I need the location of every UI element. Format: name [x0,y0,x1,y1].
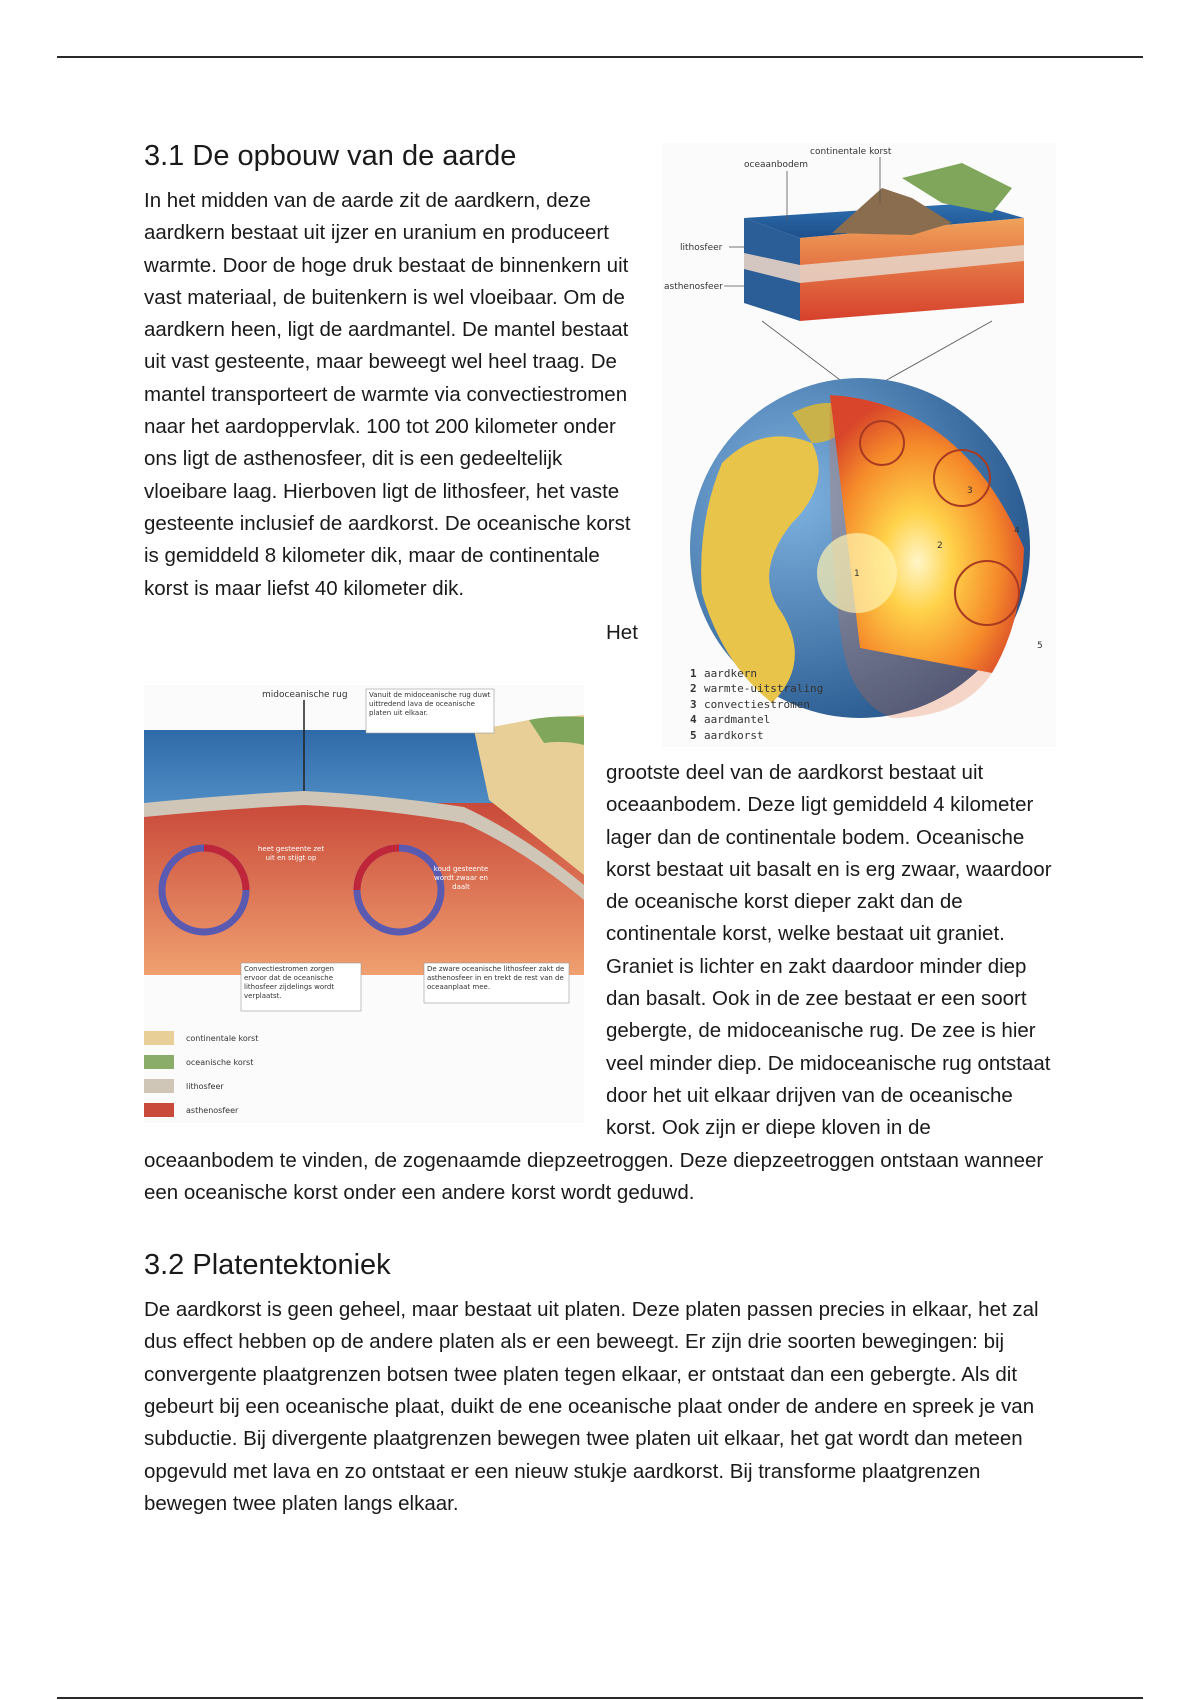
legend-swatch-row: oceanische korst [144,1051,258,1075]
label-cold-rock: koud gesteente wordt zwaar en daalt [433,864,489,891]
legend-item: 1 aardkern [690,666,757,680]
box-right-text: De zware oceanische lithosfeer zakt de asthenosfeer in en trekt de rest van de oceaanplaat mee. [427,964,565,991]
label-hot-rock: heet gesteente zet uit en stijgt op [257,844,325,862]
label-continental-crust: continentale korst [810,147,892,157]
plate-tectonics-figure [144,685,584,1123]
paragraph-core: In het midden van de aarde zit de aardkern, deze aardkern bestaat uit ijzer en uranium en produceert warmte. Door de hoge druk bestaat de binnenkern uit vast materiaal, de buitenkern is wel vloeibaar. Om de aardkern heen, ligt de aardmantel. De mantel bestaat uit vast gesteente, maar beweegt wel heel traag. De mantel transporteert de warmte via convectiestromen naar het aardoppervlak. 100 tot 200 kilometer onder ons ligt de asthenosfeer, dit is een gedeeltelijk vloeibare laag. Hierboven ligt de lithosfeer, het vaste gesteente inclusief de aardkorst. De oceanische korst is gemiddeld 8 kilometer dik, maar de continentale korst is maar liefst 40 kilometer dik. [144,189,631,600]
section-heading-2: 3.2 Platentektoniek [144,1249,391,1282]
paragraph-ocean-floor: Het grootste deel van de aardkorst bestaat uit oceaanbodem. Deze ligt gemiddeld 4 kilometer lager dan de continentale bodem. Oceanische korst bestaat uit basalt en is erg zwaar, waardoor de oceanische korst dieper zakt dan de continentale korst, welke bestaat uit graniet. Graniet is lichter en zakt daardoor minder diep dan basalt. Ook in de zee bestaat er een soort gebergte, de midoceanische rug. De zee is hier veel minder diep. De midoceanische rug ontstaat door het uit elkaar drijven van de oceanische korst. Ook zijn er diepe kloven in de oceaanbodem te vinden, de zogenaamde diepzeetroggen. Deze diepzeetroggen ontstaan wanneer een oceanische korst onder een andere korst wordt geduwd. [144,620,1052,1204]
label-asthenosphere: asthenosfeer [664,282,723,292]
legend-swatch-row: lithosfeer [144,1075,258,1099]
tectonics-legend [144,1027,258,1123]
label-ridge: midoceanische rug [262,689,348,700]
legend-swatch-row: asthenosfeer [144,1099,258,1123]
section-heading-1: 3.1 De opbouw van de aarde [144,140,517,172]
bottom-rule [57,1697,1143,1699]
globe-num-4: 4 [1014,526,1020,536]
legend-item: 3 convectiestromen [690,697,810,711]
globe-num-5: 5 [1037,641,1043,651]
globe-num-1: 1 [854,569,860,579]
earth-legend [690,666,823,744]
paragraph-plate-tectonics: De aardkorst is geen geheel, maar bestaat uit platen. Deze platen passen precies in elkaar, het zal dus effect hebben op de andere platen als er een beweegt. Er zijn drie soorten bewegingen: bij convergente plaatgrenzen botsen twee platen tegen elkaar, er ontstaat dan een gebergte. Als dit gebeurt bij een oceanische plaat, duikt de ene oceanische plaat onder de andere en spreek je van subductie. Bij divergente plaatgrenzen bewegen twee platen uit elkaar, het gat wordt dan meteen opgevuld met lava en zo ontstaat er een nieuw stukje aardkorst. Bij transforme plaatgrenzen bewegen twee platen langs elkaar. [144,1298,1039,1515]
box-left-text: Convectiestromen zorgen ervoor dat de oceanische lithosfeer zijdelings wordt verplaatst. [244,964,335,1000]
top-rule [57,56,1143,58]
globe-num-3: 3 [967,486,973,496]
earth-structure-illustration [662,143,1056,747]
legend-item: 2 warmte-uitstraling [690,682,824,695]
earth-structure-figure [662,143,1056,747]
globe-num-2: 2 [937,541,943,551]
document-body [144,140,1056,1532]
label-lithosphere: lithosfeer [680,243,723,253]
legend-item: 4 aardmantel [690,713,771,726]
box-top-text: Vanuit de midoceanische rug duwt uittredend lava de oceanische platen uit elkaar. [369,690,491,717]
legend-swatch-row: continentale korst [144,1027,258,1051]
section-2 [144,1221,1056,1520]
label-ocean-floor: oceaanbodem [744,160,808,170]
legend-item: 5 aardkorst [690,728,764,742]
